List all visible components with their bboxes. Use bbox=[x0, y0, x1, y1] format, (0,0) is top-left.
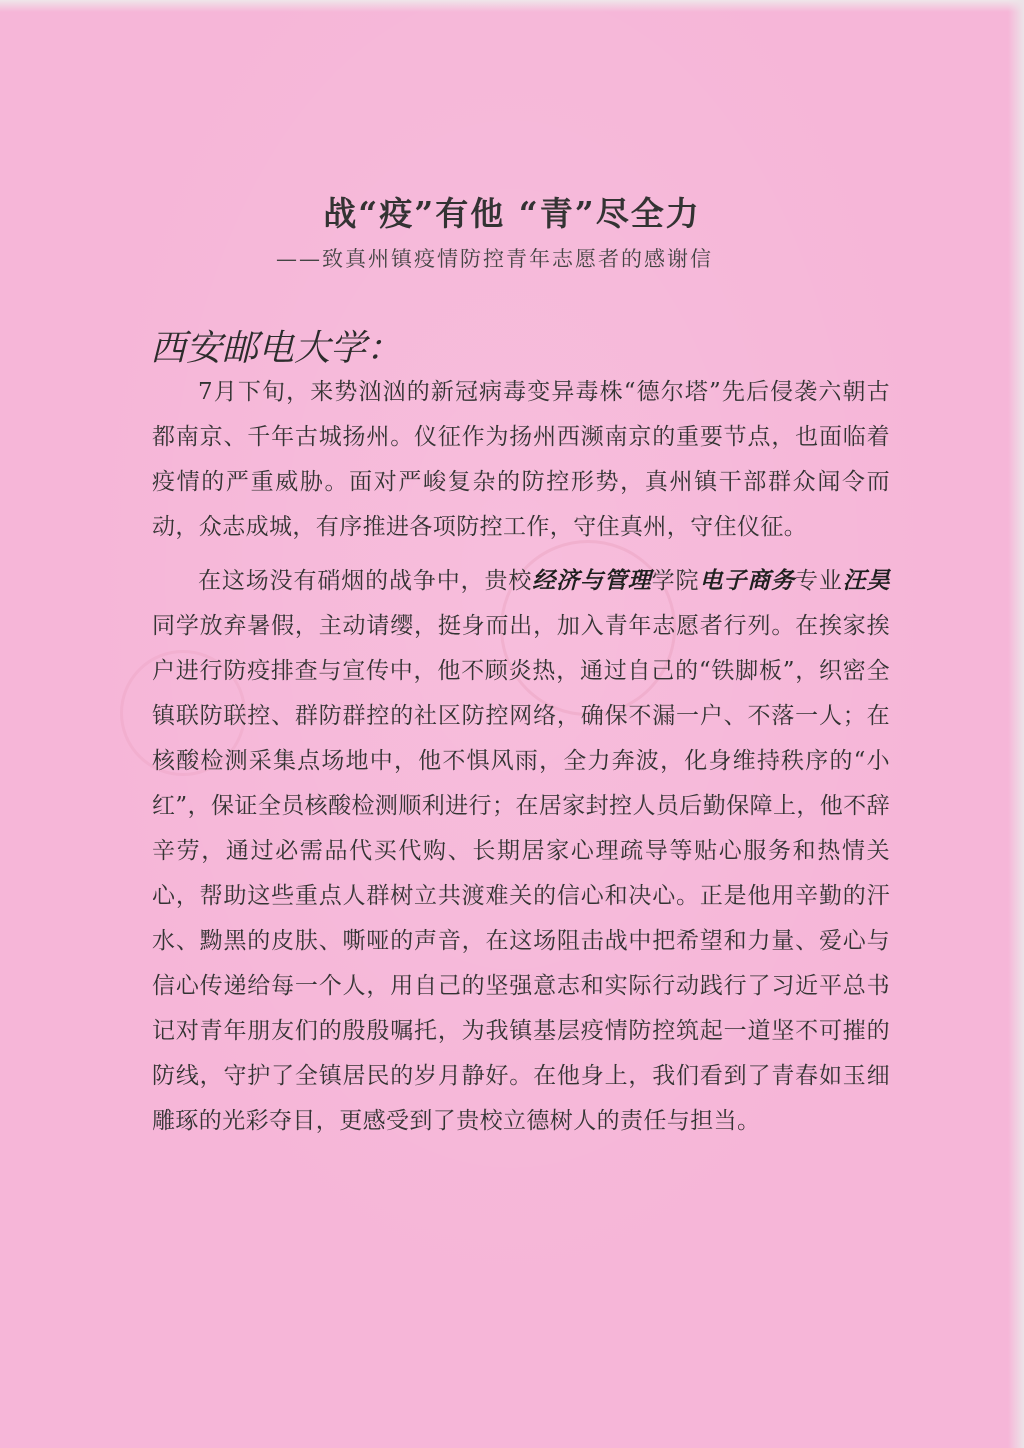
paragraph-2-text: 同学放弃暑假，主动请缨，挺身而出，加入青年志愿者行列。在挨家挨户进行防疫排查与宣传中，他不顾炎热，通过自己的“铁脚板”，织密全镇联防联控、群防群控的社区防控网络，确保不漏一户、不落一人；在核酸检测采集点场地中，他不惧风雨，全力奔波，化身维持秩序的“小红”，保证全员核酸检测顺利进行；在居家封控人员后勤保障上，他不辞辛劳，通过必需品代买代购、长期居家心理疏导等贴心服务和热情关心，帮助这些重点人群树立共渡难关的信心和决心。正是他用辛勤的汗水、黝黑的皮肤、嘶哑的声音，在这场阻击战中把希望和力量、爱心与信心传递给每一个人，用自己的坚强意志和实际行动践行了习近平总书记对青年朋友们的殷殷嘱托，为我镇基层疫情防控筑起一道坚不可摧的防线，守护了全镇居民的岁月静好。在他身上，我们看到了青春如玉细雕琢的光彩夺目，更感受到了贵校立德树人的责任与担当。 bbox=[152, 613, 890, 1134]
paragraph-2-text: 专业 bbox=[794, 568, 843, 594]
paragraph-2-text: 在这场没有硝烟的战争中，贵校 bbox=[198, 568, 533, 594]
scan-edge-top bbox=[0, 0, 1024, 12]
handwritten-student-name: 汪昊 bbox=[842, 568, 890, 594]
handwritten-major: 电子商务 bbox=[699, 568, 795, 594]
paragraph-2 bbox=[152, 559, 890, 1144]
letter-title: 战“疫”有他 “青”尽全力 bbox=[323, 194, 701, 233]
letter-body bbox=[152, 370, 890, 1153]
letter-subtitle: ——致真州镇疫情防控青年志愿者的感谢信 bbox=[276, 247, 713, 271]
paragraph-1: 7月下旬，来势汹汹的新冠病毒变异毒株“德尔塔”先后侵袭六朝古都南京、千年古城扬州。仪征作为扬州西濒南京的重要节点，也面临着疫情的严重威胁。面对严峻复杂的防控形势，真州镇干部群众闻令而动，众志成城，有序推进各项防控工作，守住真州，守住仪征。 bbox=[152, 379, 890, 540]
handwritten-salutation: 西安邮电大学： bbox=[150, 328, 403, 369]
paragraph-2-text: 学院 bbox=[651, 568, 700, 594]
handwritten-college: 经济与管理 bbox=[532, 568, 652, 594]
